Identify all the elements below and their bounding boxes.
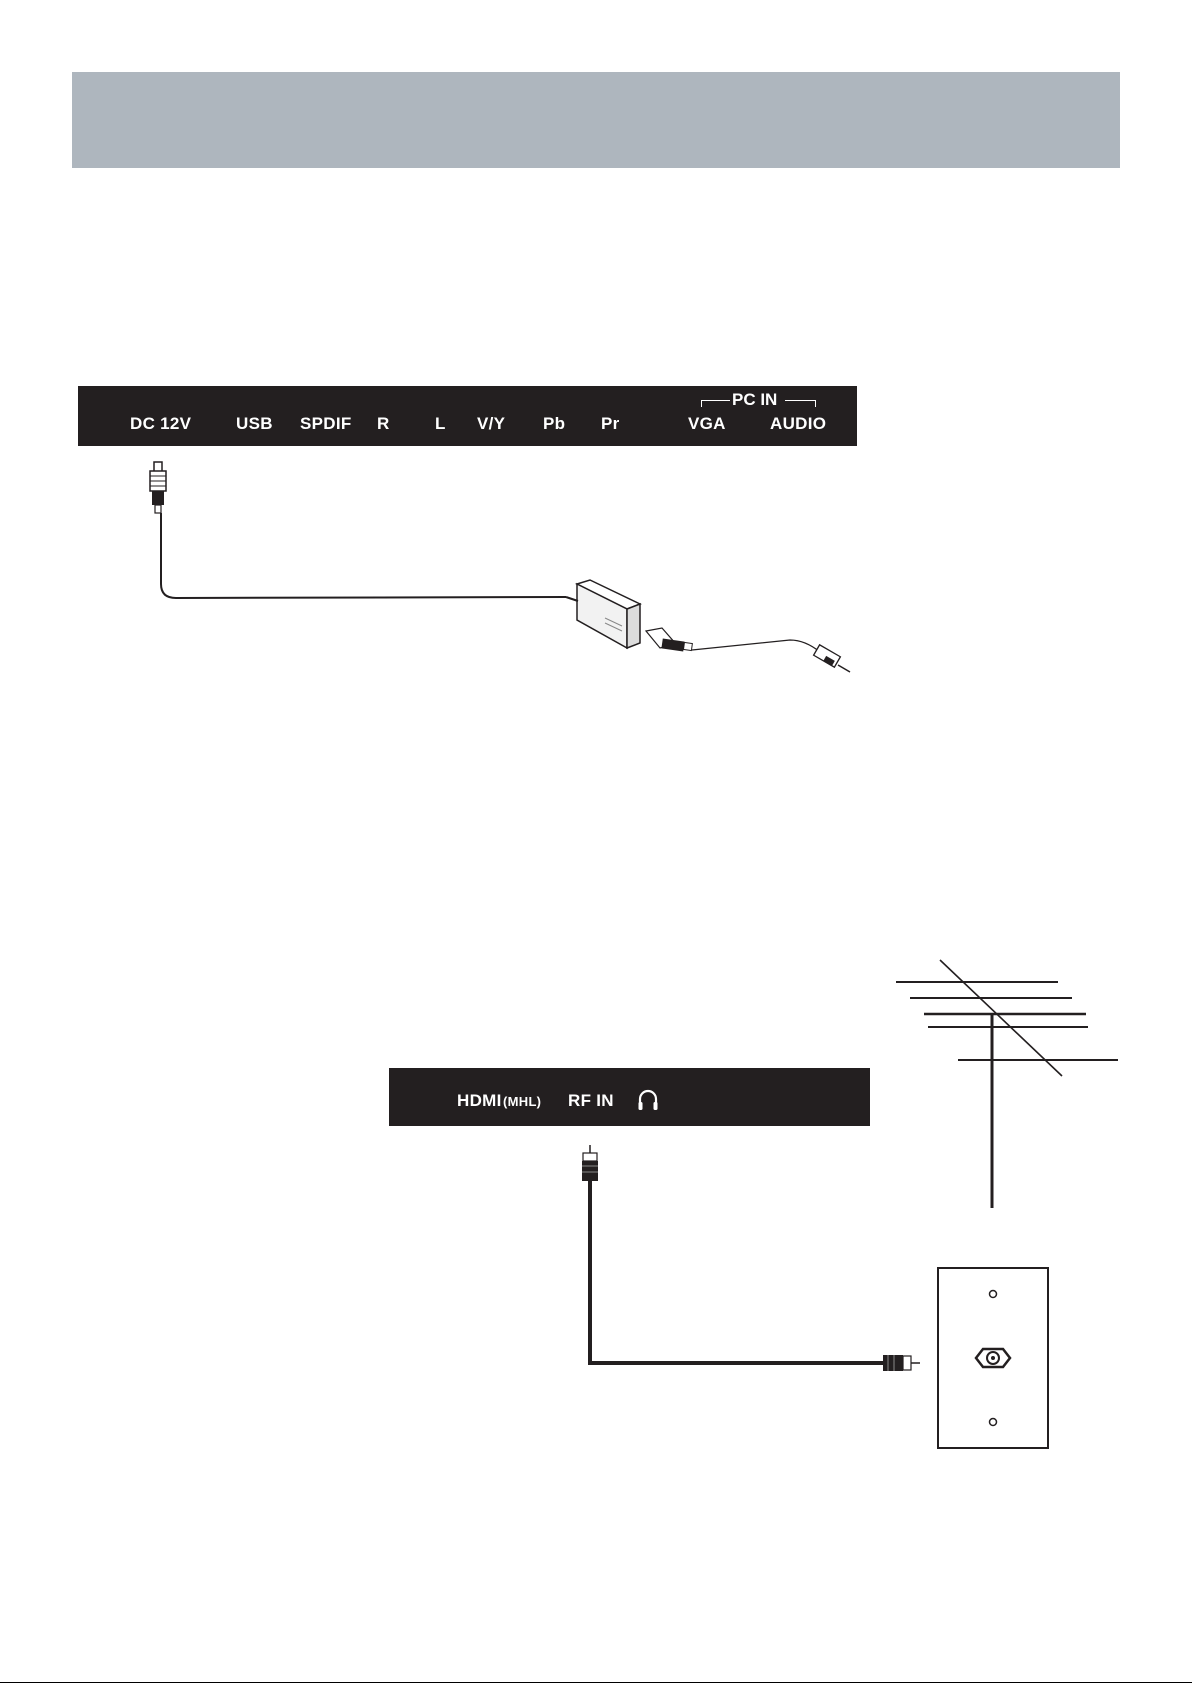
port-label-mhl: (MHL) — [503, 1094, 542, 1109]
dc-plug-connector — [150, 462, 166, 513]
port-group-label-pc-in: PC IN — [732, 390, 778, 409]
port-label-vga: VGA — [688, 414, 726, 433]
antenna — [896, 960, 1118, 1208]
port-label-audio: AUDIO — [770, 414, 827, 433]
port-label-vy: V/Y — [477, 414, 506, 433]
ac-wall-plug — [814, 645, 850, 672]
port-label-spdif: SPDIF — [300, 414, 352, 433]
rf-plug-side — [883, 1355, 920, 1371]
dc-cable — [161, 513, 566, 598]
rf-plug-top — [582, 1145, 598, 1181]
port-label-pb: Pb — [543, 414, 566, 433]
port-label-pr: Pr — [601, 414, 620, 433]
port-label-usb: USB — [236, 414, 273, 433]
page-bottom-rule — [0, 1682, 1192, 1683]
port-label-l: L — [435, 414, 446, 433]
ac-plug — [646, 628, 692, 651]
port-label-r: R — [377, 414, 390, 433]
port-label-rf-in: RF IN — [568, 1091, 614, 1110]
port-label-hdmi: HDMI — [457, 1091, 502, 1110]
ac-cord — [692, 640, 820, 652]
power-adapter-brick — [566, 580, 640, 648]
port-label-dc12v: DC 12V — [130, 414, 192, 433]
wall-outlet-plate — [938, 1268, 1048, 1448]
rf-coax-cable — [590, 1181, 883, 1363]
